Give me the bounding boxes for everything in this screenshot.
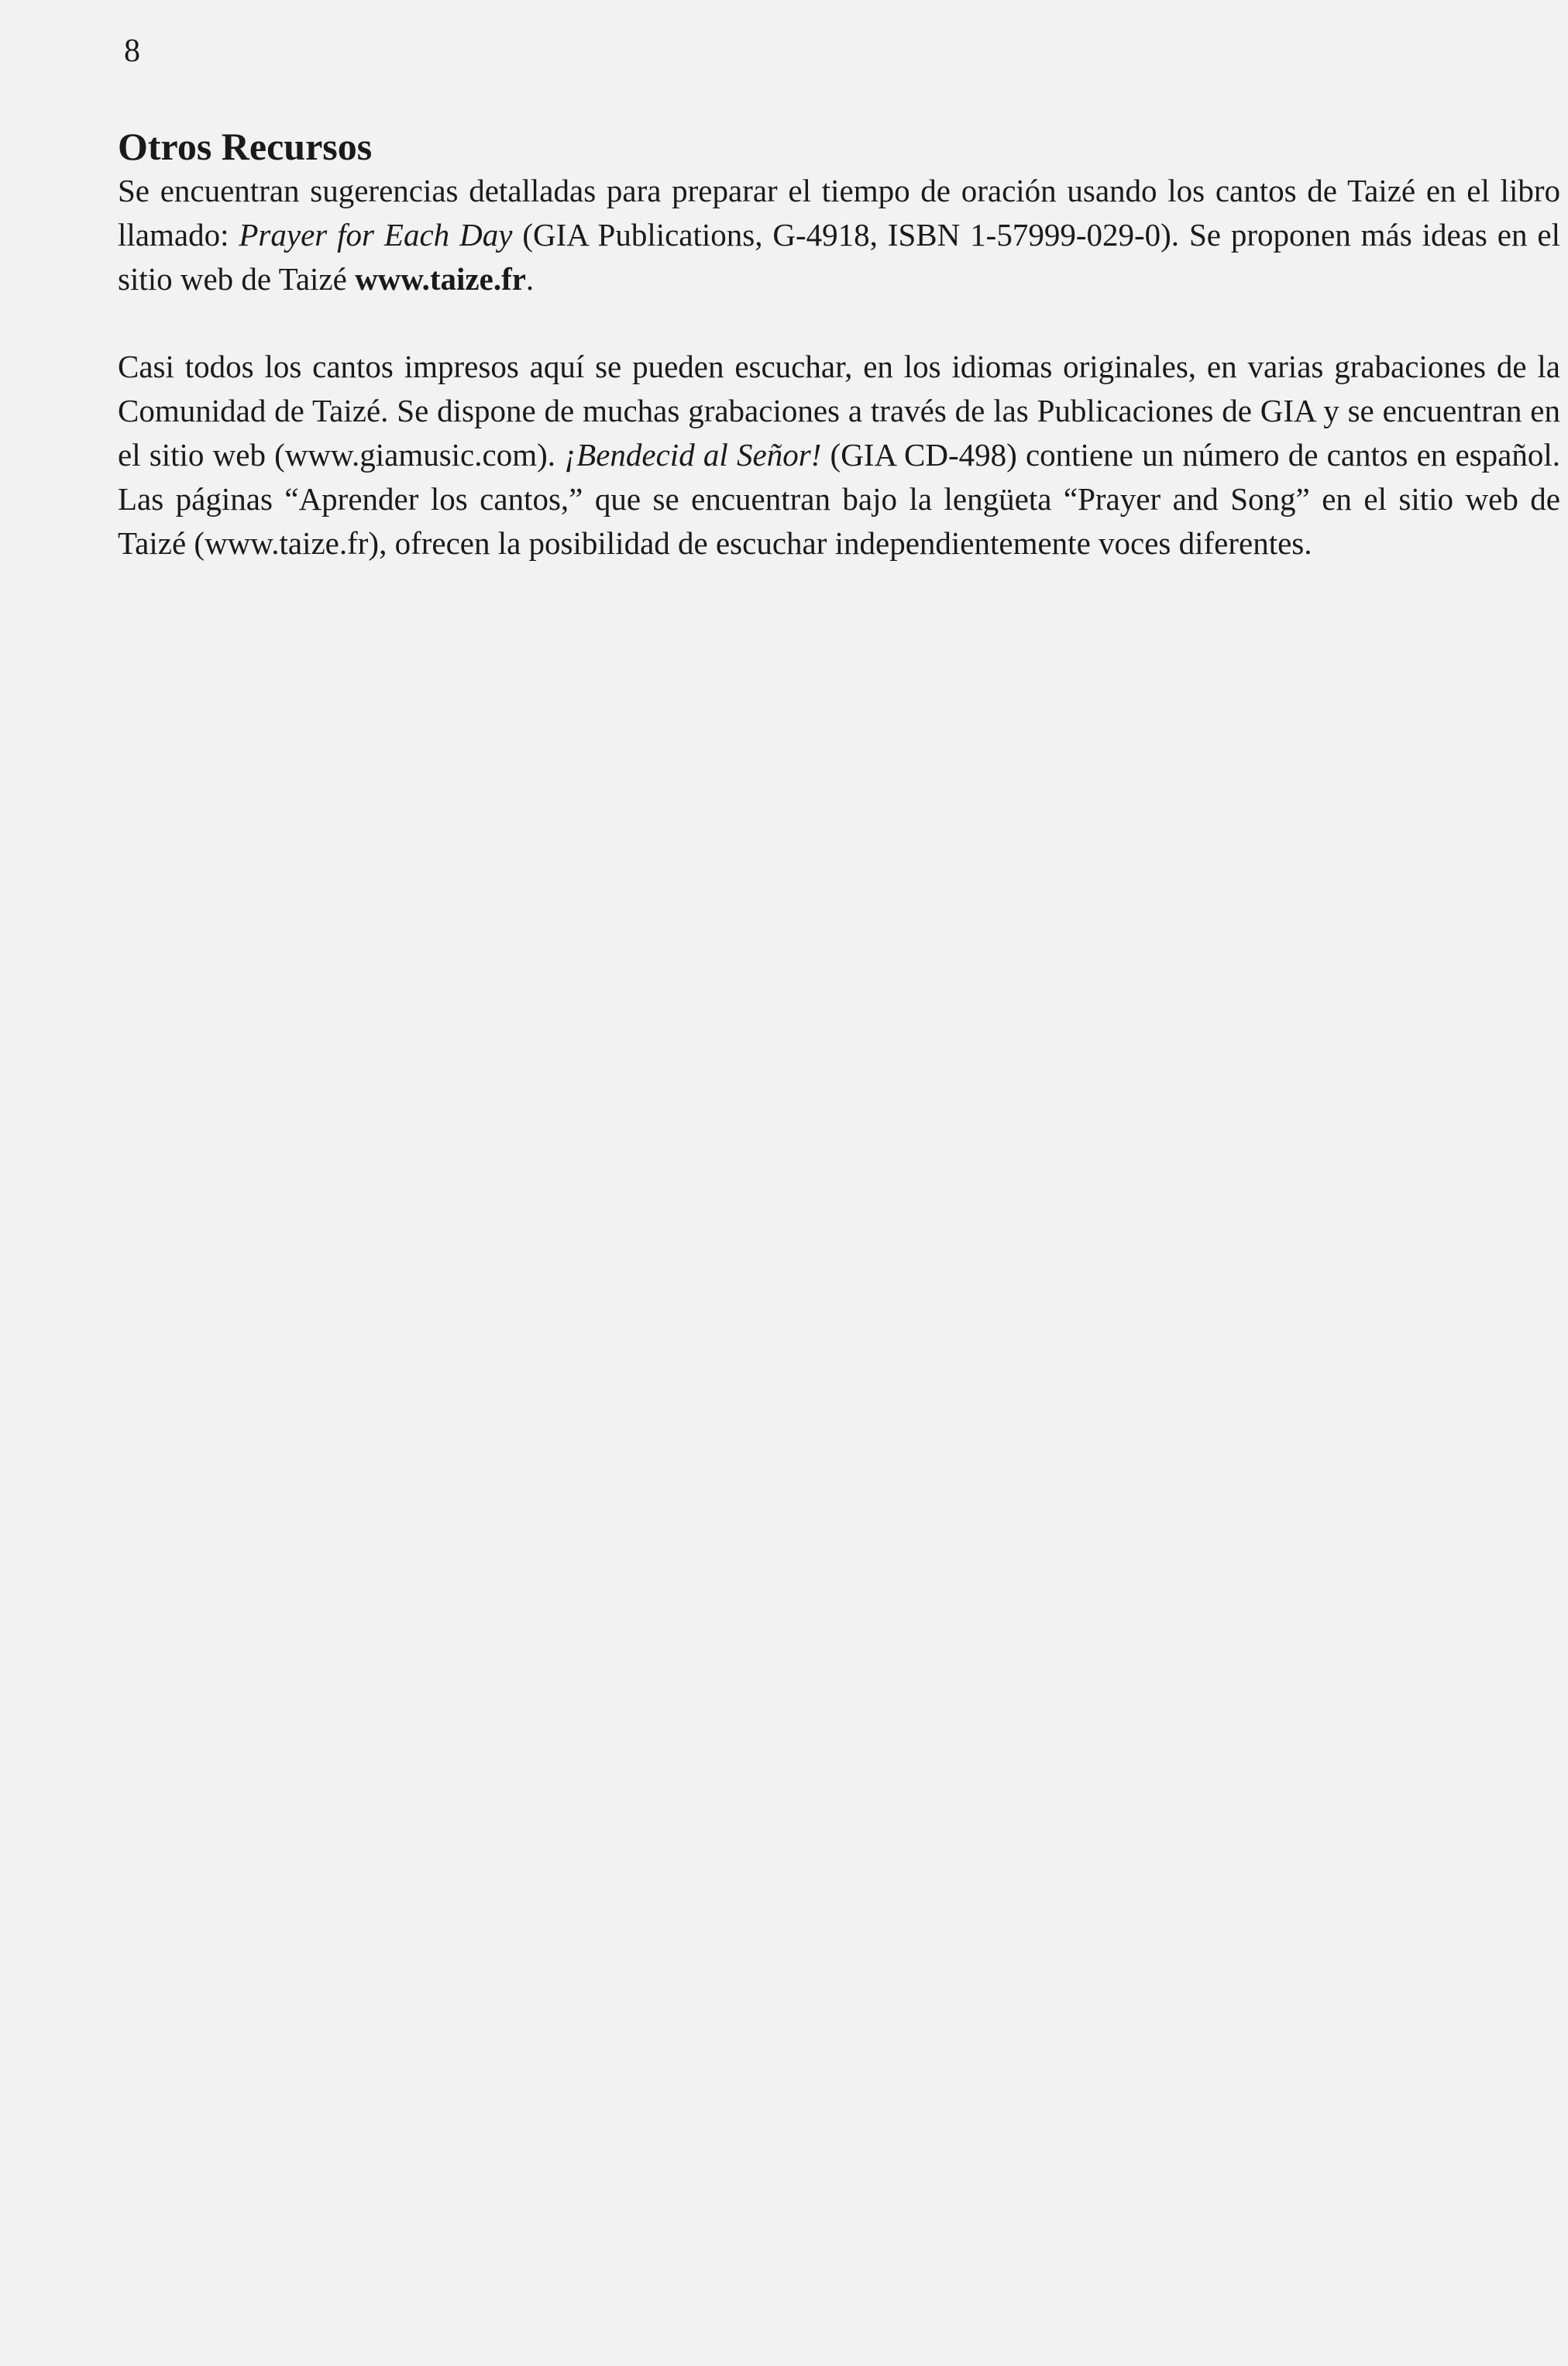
paragraph-text: (GIA Publications, G-4918, ISBN 1-57999-029-0). Se proponen más ideas en el sitio web de Taizé bbox=[118, 217, 1560, 297]
paragraph-text: (GIA CD-498) contiene un número de cantos en español. Las páginas “Aprender los cantos,” que se encuentran bajo la lengüeta “Prayer and Song” en el sitio web de Taizé (www.taize.fr), ofrecen la posibilidad de escuchar independientemente voces diferentes. bbox=[118, 437, 1561, 561]
paragraph-recordings bbox=[118, 345, 1560, 566]
book-title: Prayer for Each Day bbox=[239, 217, 513, 253]
section-heading: Otros Recursos bbox=[118, 125, 373, 168]
paragraph-suggestions bbox=[118, 169, 1560, 301]
page-number: 8 bbox=[124, 33, 140, 69]
paragraph-text: Casi todos los cantos impresos aquí se pueden escuchar, en los idiomas originales, en varias grabaciones de la Comunidad de Taizé. Se dispone de muchas grabaciones a través de las Publicaciones de GIA y se encuentran en el sitio web (www.giamusic.com). bbox=[118, 349, 1560, 473]
website-link[interactable]: www.taize.fr bbox=[355, 261, 526, 297]
paragraph-text: . bbox=[525, 261, 535, 297]
paragraph-spacer bbox=[118, 301, 1560, 345]
paragraph-text: Se encuentran sugerencias detalladas para preparar el tiempo de oración usando los cantos de Taizé en el libro llamado: bbox=[118, 173, 1560, 253]
resources-section bbox=[118, 124, 1560, 566]
album-title: ¡Bendecid al Señor! bbox=[564, 437, 822, 473]
